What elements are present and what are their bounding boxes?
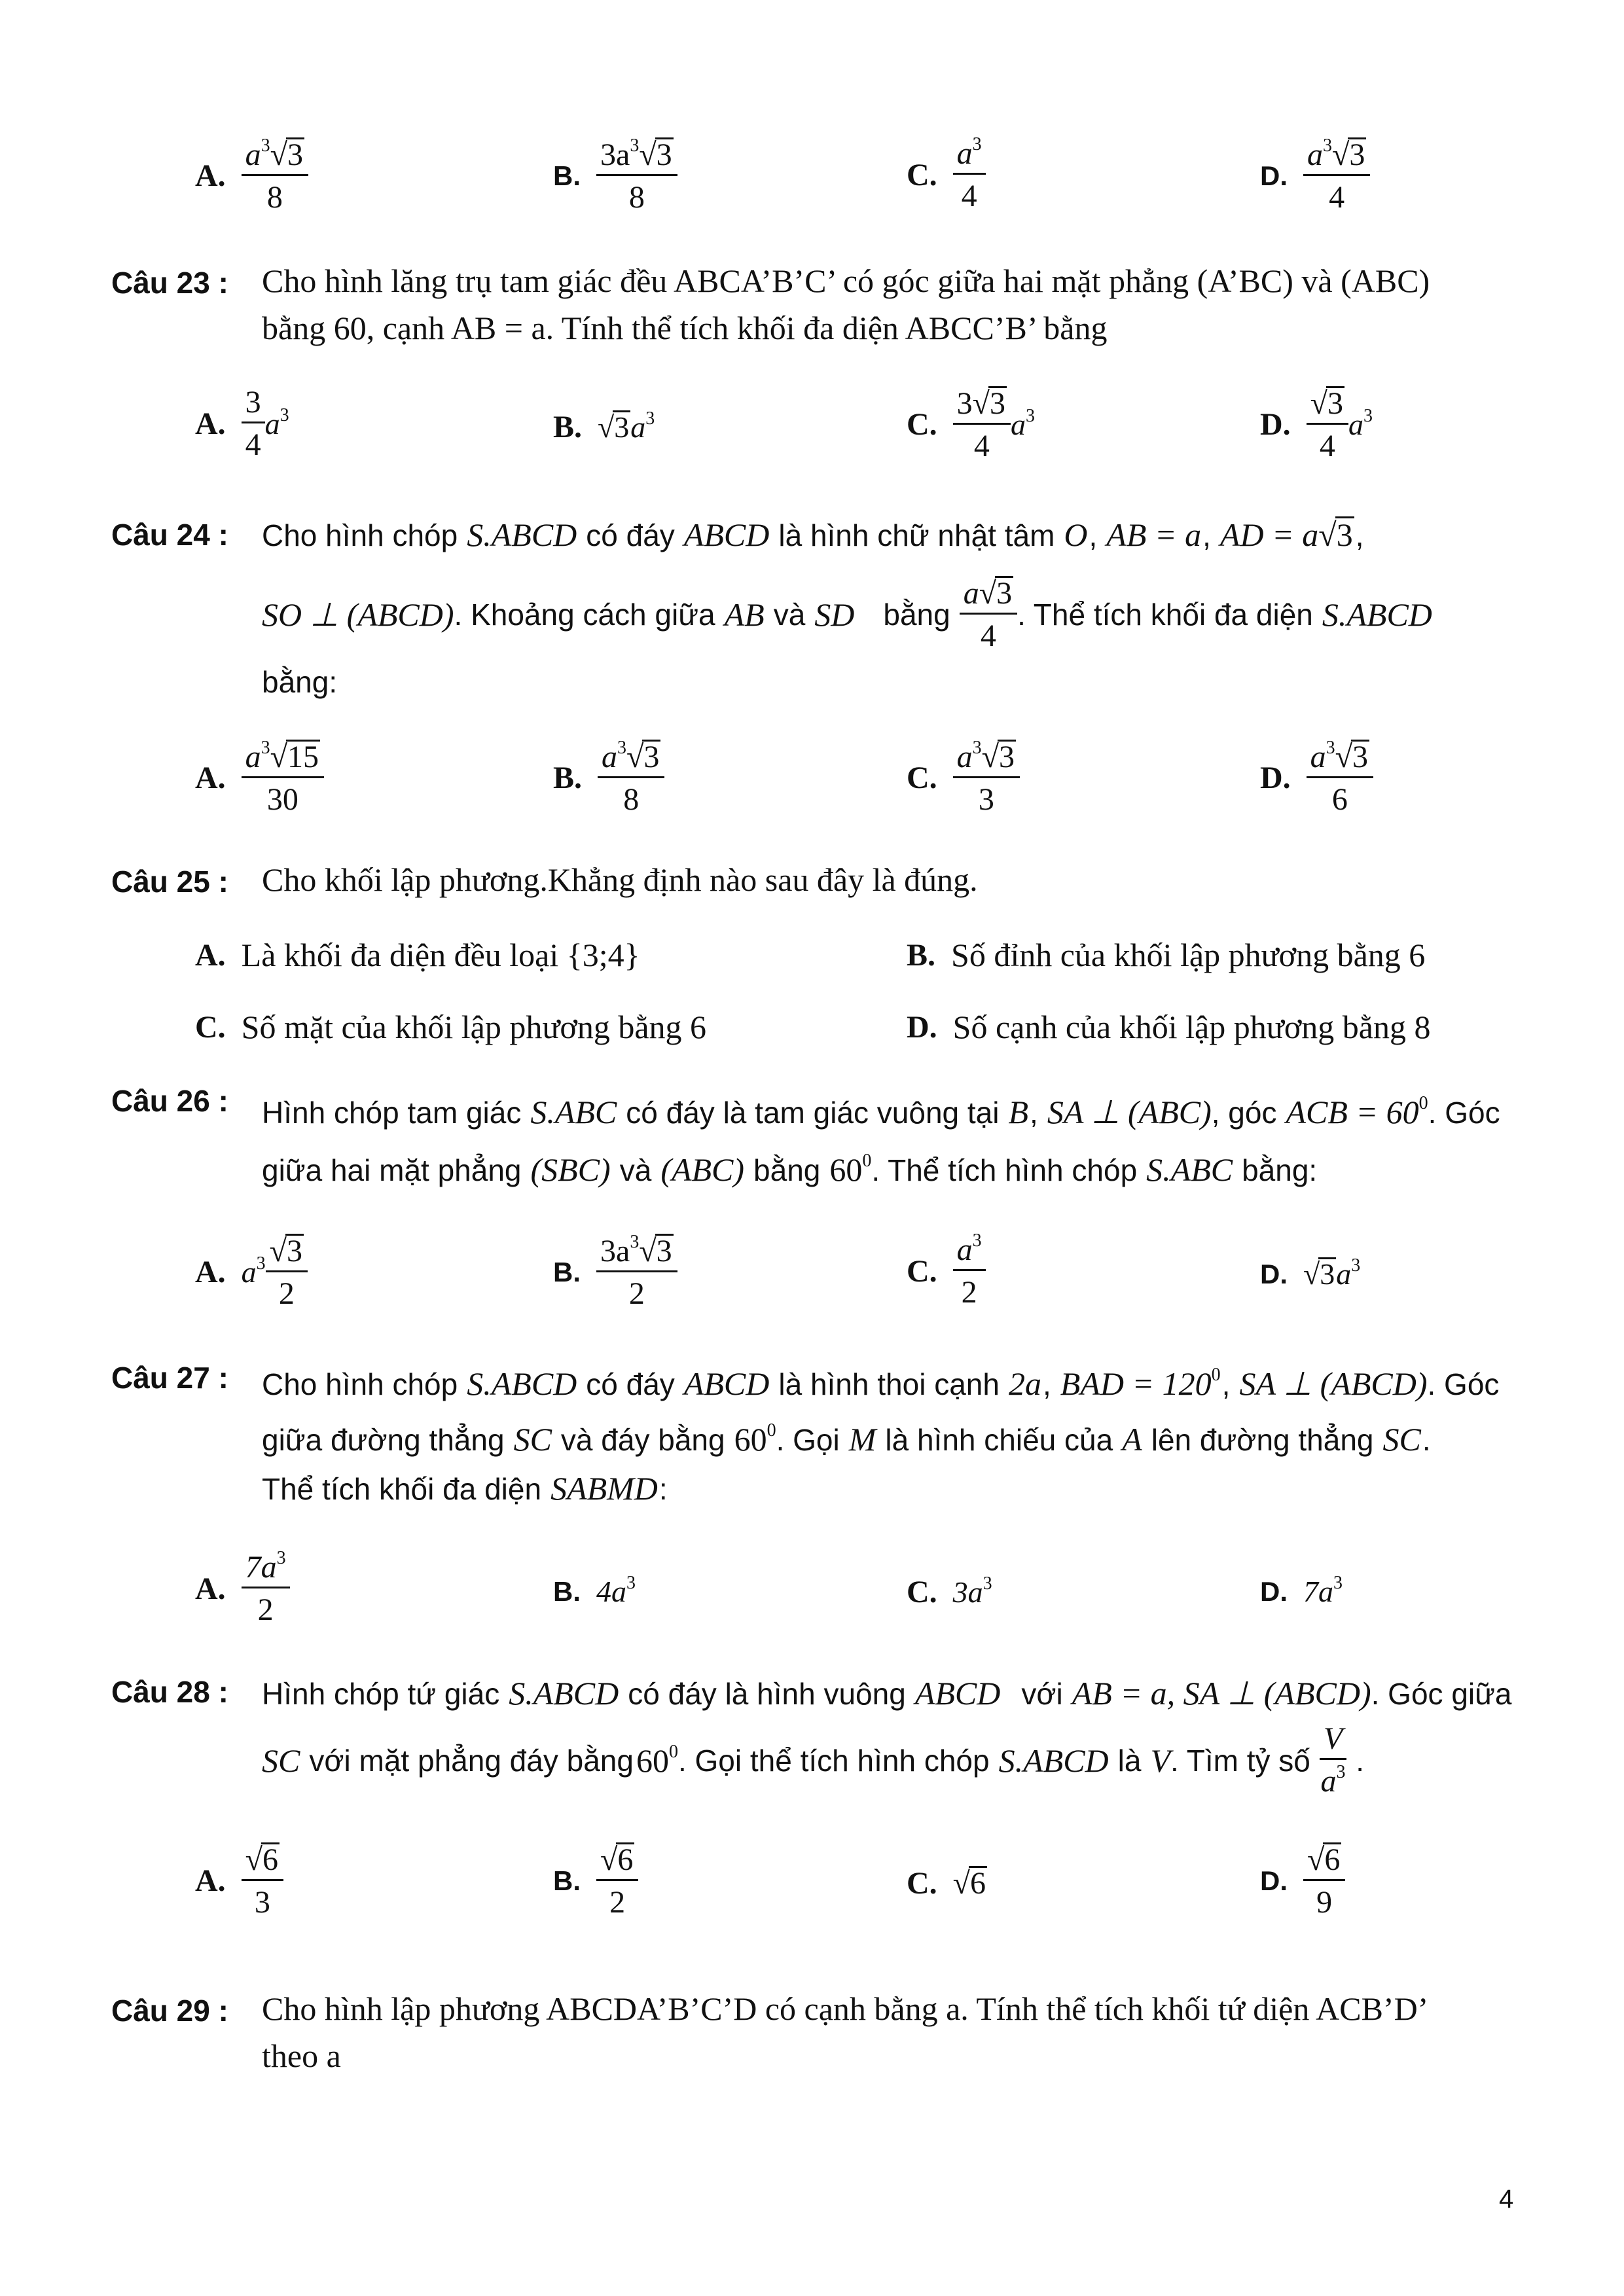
fraction: $\frac{3√3}{4}$ — [953, 386, 1011, 463]
q24-option-b[interactable] — [553, 740, 664, 817]
fraction: $\frac{V}{a^3}$ — [1320, 1721, 1346, 1799]
q27-option-a[interactable] — [195, 1548, 290, 1628]
option-label: C. — [907, 407, 937, 442]
option-label: A. — [195, 406, 226, 442]
option-label: B. — [553, 1865, 581, 1896]
fraction: $\frac{7a^3}{2}$ — [242, 1551, 290, 1627]
option-label: C. — [907, 1575, 937, 1609]
q23-option-d[interactable]: D. $\frac{√3}{4}$ $a^3$ — [1260, 386, 1373, 464]
option-label: A. — [195, 937, 226, 973]
option-label: D. — [1260, 1258, 1288, 1289]
question-text: Cho hình chóp S.ABCD có đáy ABCD là hình thoi cạnh 2a , BAD = $120^0$ , SA ⊥ (ABCD) . Góc — [262, 1365, 1500, 1402]
option-text: Số đỉnh của khối lập phương bằng 6 — [951, 937, 1426, 973]
q28-option-b[interactable] — [553, 1842, 638, 1920]
q27-option-b[interactable]: B. $4a^3$ — [553, 1572, 636, 1608]
fraction: $\frac{3}{4}$ — [242, 386, 265, 462]
fraction: $\frac{a^3√3}{8}$ — [598, 740, 664, 817]
q24-option-c[interactable] — [907, 740, 1020, 817]
q27-option-c[interactable]: C. $3a^3$ — [907, 1573, 992, 1609]
question-text: Cho hình lập phương ABCDA’B’C’D có cạnh bằng a. Tính thể tích khối tứ diện ACB’D’ — [262, 1990, 1429, 2027]
question-label: Câu 24 : — [111, 518, 228, 552]
fraction: $\frac{a√3}{4}$ — [960, 576, 1017, 653]
option-label: A. — [195, 761, 226, 796]
question-text: Cho hình chóp S.ABCD có đáy ABCD là hình chữ nhật tâm O , AB = a , AD = a√3 , — [262, 516, 1364, 553]
fraction: $\frac{√3}{2}$ — [266, 1234, 308, 1311]
question-text: Thể tích khối đa diện SABMD : — [262, 1470, 668, 1507]
q22-option-d[interactable] — [1260, 137, 1370, 215]
question-label: Câu 25 : — [111, 865, 228, 899]
q25-option-d[interactable] — [907, 1008, 1430, 1046]
q28-option-a[interactable] — [195, 1842, 283, 1920]
q25-option-c[interactable] — [195, 1008, 706, 1046]
option-label: A. — [195, 1571, 226, 1607]
question-label: Câu 27 : — [111, 1361, 228, 1395]
option-label: A. — [195, 1255, 226, 1290]
option-label: D. — [1260, 160, 1288, 191]
q28-option-c[interactable]: C. √6 — [907, 1866, 986, 1901]
fraction: $\frac{√3}{4}$ — [1307, 386, 1348, 463]
fraction: $\frac{√6}{9}$ — [1303, 1842, 1345, 1920]
option-label: D. — [1260, 407, 1291, 442]
option-label: D. — [907, 1009, 937, 1045]
option-label: D. — [1260, 1575, 1288, 1607]
q23-option-c[interactable]: C. $\frac{3√3}{4}$ $a^3$ — [907, 386, 1036, 464]
question-text: Cho khối lập phương.Khẳng định nào sau đây là đúng. — [262, 861, 978, 898]
option-label: C. — [907, 1254, 937, 1289]
q22-option-a[interactable] — [195, 137, 308, 215]
q24-option-d[interactable] — [1260, 740, 1373, 817]
question-text: bằng: — [262, 665, 338, 699]
option-label: B. — [553, 410, 583, 444]
q22-option-c[interactable] — [907, 134, 986, 214]
question-text: Hình chóp tứ giác S.ABCD có đáy là hình vuông ABCD với AB = a, SA ⊥ (ABCD) . Góc giữa — [262, 1675, 1512, 1712]
option-label: C. — [195, 1009, 226, 1045]
option-label: B. — [553, 761, 583, 796]
fraction: $\frac{a^3}{4}$ — [953, 137, 986, 213]
question-text: giữa đường thẳng SC và đáy bằng $60^0$ . Gọi M là hình chiếu của A lên đường thẳng SC . — [262, 1420, 1431, 1458]
q23-option-b[interactable]: B. $√3a^3$ — [553, 408, 655, 444]
q26-option-b[interactable] — [553, 1234, 677, 1311]
fraction: $\frac{3a^3√3}{8}$ — [596, 137, 677, 215]
fraction: $\frac{a^3√3}{3}$ — [953, 740, 1020, 817]
option-label: A. — [195, 158, 226, 194]
fraction: $\frac{a^3}{2}$ — [953, 1234, 986, 1310]
option-label: D. — [1260, 761, 1291, 796]
option-text: Số mặt của khối lập phương bằng 6 — [241, 1009, 707, 1045]
q28-option-d[interactable] — [1260, 1842, 1345, 1920]
fraction: $\frac{3a^3√3}{2}$ — [596, 1234, 677, 1311]
q24-option-a[interactable] — [195, 740, 324, 817]
option-label: B. — [553, 1256, 581, 1287]
question-text: bằng 60, cạnh AB = a. Tính thể tích khối đa diện ABCC’B’ bằng — [262, 310, 1108, 346]
q26-option-a[interactable]: A. $a^3$ $\frac{√3}{2}$ — [195, 1234, 308, 1311]
option-label: B. — [553, 1575, 581, 1607]
option-label: C. — [907, 1866, 937, 1901]
q27-option-d[interactable]: D. $7a^3$ — [1260, 1572, 1343, 1608]
question-text: theo a — [262, 2037, 341, 2074]
question-label: Câu 28 : — [111, 1675, 228, 1709]
question-label: Câu 29 : — [111, 1994, 228, 2028]
fraction: $\frac{a^3√3}{8}$ — [242, 137, 308, 215]
option-label: C. — [907, 761, 937, 796]
q25-option-a[interactable] — [195, 936, 640, 974]
fraction: $\frac{a^3√3}{4}$ — [1303, 137, 1370, 215]
option-label: A. — [195, 1863, 226, 1899]
fraction: $\frac{√6}{3}$ — [242, 1842, 283, 1920]
q23-option-a[interactable]: A. $\frac{3}{4}$ $a^3$ — [195, 385, 289, 463]
page-number: 4 — [1499, 2185, 1514, 2214]
option-text: Số cạnh của khối lập phương bằng 8 — [952, 1009, 1431, 1045]
question-text: Hình chóp tam giác S.ABC có đáy là tam giác vuông tại B , SA ⊥ (ABC) , góc ACB = $60^0$ . Góc — [262, 1093, 1500, 1130]
question-text: giữa hai mặt phẳng (SBC) và (ABC) bằng $60^0$ . Thể tích hình chóp S.ABC bằng: — [262, 1151, 1318, 1188]
question-text: SC với mặt phẳng đáy bằng $60^0$ . Gọi thể tích hình chóp S.ABCD là V . Tìm tỷ số $\frac{V}{a^3}$ . — [262, 1721, 1364, 1799]
fraction: $\frac{a^3√15}{30}$ — [242, 740, 324, 817]
option-text: Là khối đa diện đều loại {3;4} — [241, 937, 640, 973]
q25-option-b[interactable] — [907, 936, 1425, 974]
fraction: $\frac{a^3√3}{6}$ — [1307, 740, 1373, 817]
question-label: Câu 26 : — [111, 1084, 228, 1118]
option-label: D. — [1260, 1865, 1288, 1896]
q26-option-c[interactable] — [907, 1230, 986, 1310]
option-label: B. — [553, 160, 581, 191]
question-label: Câu 23 : — [111, 266, 228, 300]
question-text: SO ⊥ (ABCD) . Khoảng cách giữa AB và SD bằng $\frac{a√3}{4}$ . Thể tích khối đa diện S.ABCD — [262, 576, 1432, 654]
option-label: C. — [907, 158, 937, 193]
question-text: Cho hình lăng trụ tam giác đều ABCA’B’C’ có góc giữa hai mặt phẳng (A’BC) và (ABC) — [262, 262, 1430, 299]
q22-option-b[interactable] — [553, 137, 677, 215]
option-label: B. — [907, 937, 936, 973]
q26-option-d[interactable]: D. $√3a^3$ — [1260, 1255, 1361, 1291]
fraction: $\frac{√6}{2}$ — [596, 1842, 638, 1920]
